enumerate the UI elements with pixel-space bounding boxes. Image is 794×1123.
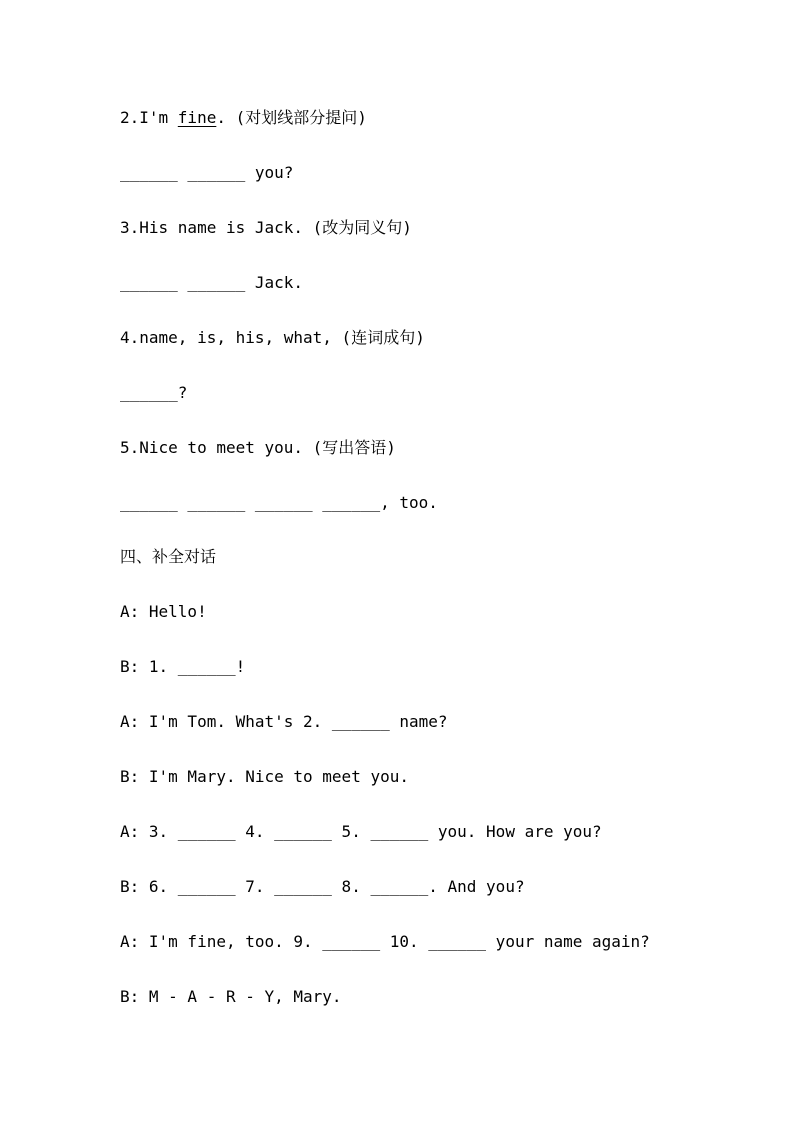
- question-2-answer-line: ______ ______ you?: [120, 163, 294, 182]
- question-5-prompt: 5.Nice to meet you. (写出答语): [120, 438, 396, 457]
- question-3-answer-line: ______ ______ Jack.: [120, 273, 304, 292]
- dialogue-line: A: I'm fine, too. 9. ______ 10. ______ your name again?: [120, 932, 650, 951]
- question-3-prompt: 3.His name is Jack. (改为同义句): [120, 218, 412, 237]
- section-4-heading: 四、补全对话: [120, 547, 217, 566]
- question-4-answer-line: ______?: [120, 383, 188, 402]
- dialogue-line: A: I'm Tom. What's 2. ______ name?: [120, 712, 448, 731]
- dialogue-line: A: 3. ______ 4. ______ 5. ______ you. How are you?: [120, 822, 602, 841]
- dialogue-line: B: I'm Mary. Nice to meet you.: [120, 767, 409, 786]
- dialogue-line: B: 6. ______ 7. ______ 8. ______. And you?: [120, 877, 525, 896]
- dialogue-line: A: Hello!: [120, 602, 207, 621]
- question-2-prefix: 2.I'm: [120, 108, 178, 127]
- question-4-prompt: 4.name, is, his, what, (连词成句): [120, 328, 425, 347]
- question-2-underlined-word: fine: [177, 108, 217, 127]
- dialogue-line: B: 1. ______!: [120, 657, 246, 676]
- question-5-answer-line: ______ ______ ______ ______, too.: [120, 493, 438, 512]
- question-2-prompt: [120, 106, 367, 130]
- dialogue-line: B: M - A - R - Y, Mary.: [120, 987, 342, 1006]
- question-2-instruction: . (对划线部分提问): [216, 108, 367, 127]
